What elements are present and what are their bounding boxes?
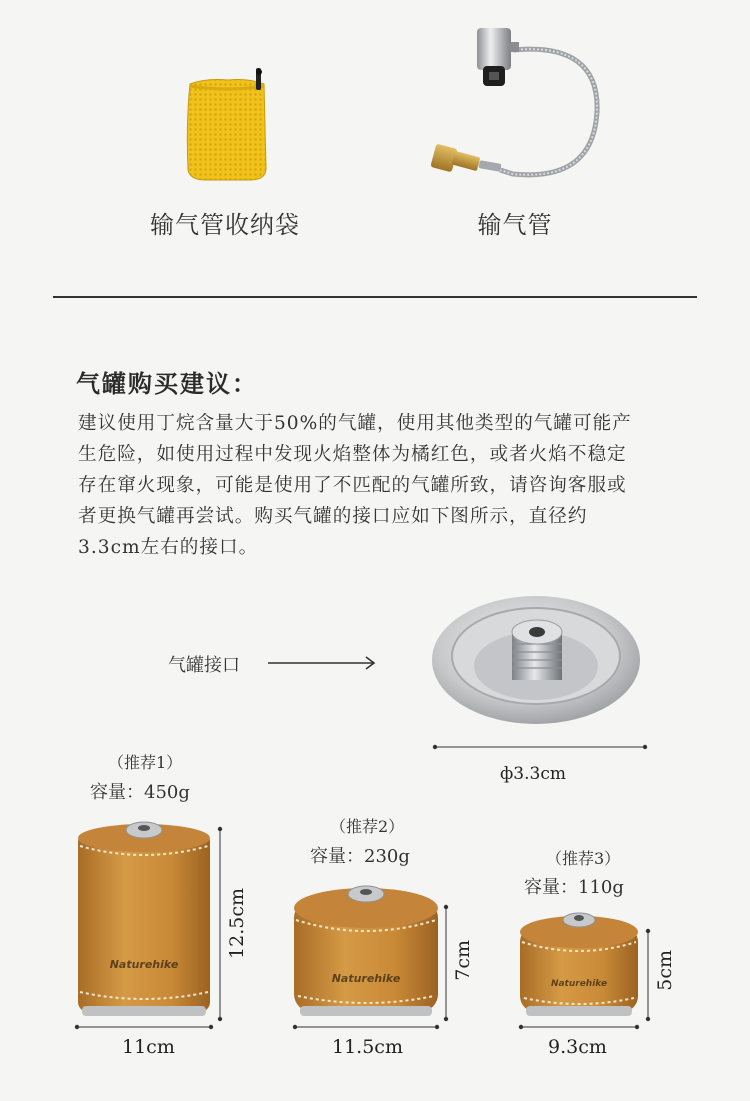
- canister-2-brand: Naturehike: [331, 972, 401, 985]
- canister-3-width-line: [518, 1023, 640, 1031]
- canister-2-height: 7cm: [452, 940, 474, 981]
- canister-1-image: [74, 818, 214, 1020]
- arrow-right-icon: [268, 654, 378, 672]
- canister-1-brand: Naturehike: [109, 958, 179, 971]
- gas-hose-label: 输气管: [477, 211, 553, 239]
- connector-label: 气罐接口: [168, 655, 240, 676]
- canister-3-recommend: （推荐3）: [546, 849, 621, 868]
- canister-2-height-line: [442, 904, 450, 1022]
- canister-1-capacity: 容量：450g: [90, 782, 190, 803]
- mesh-bag-image: [178, 62, 278, 192]
- canister-3-image: [516, 908, 642, 1022]
- canister-3-brand: Naturehike: [550, 979, 608, 989]
- canister-3-width: 9.3cm: [548, 1036, 607, 1058]
- advice-line: 存在窜火现象，可能是使用了不匹配的气罐所致，请咨询客服或: [78, 475, 627, 496]
- canister-1-width-line: [74, 1023, 214, 1031]
- mesh-bag-icon: [178, 62, 278, 192]
- advice-line: 3.3cm左右的接口。: [78, 537, 259, 558]
- gas-hose-icon: [425, 22, 605, 192]
- canister-2-recommend: （推荐2）: [330, 817, 405, 836]
- canister-2-width-line: [292, 1023, 440, 1031]
- canister-valve-image: [430, 588, 646, 728]
- canister-3-height-line: [644, 928, 652, 1022]
- canister-2-image: [290, 880, 442, 1020]
- canister-3-height: 5cm: [654, 950, 676, 991]
- advice-line: 生危险，如使用过程中发现火焰整体为橘红色，或者火焰不稳定: [78, 444, 627, 465]
- diameter-label: ф3.3cm: [500, 764, 566, 784]
- canister-2-capacity: 容量：230g: [310, 846, 410, 867]
- gas-hose-image: [425, 22, 605, 192]
- mesh-bag-label: 输气管收纳袋: [150, 211, 300, 239]
- diameter-dimension-line: [432, 742, 648, 752]
- canister-1-height: 12.5cm: [226, 888, 248, 959]
- canister-1-width: 11cm: [122, 1036, 175, 1058]
- canister-1-height-line: [216, 826, 224, 1022]
- advice-paragraph: [78, 408, 688, 563]
- canister-1-recommend: （推荐1）: [108, 753, 183, 772]
- advice-line: 建议使用丁烷含量大于50%的气罐，使用其他类型的气罐可能产: [78, 413, 632, 434]
- canister-2-width: 11.5cm: [332, 1036, 403, 1058]
- section-divider: [53, 296, 697, 298]
- advice-title: 气罐购买建议：: [76, 369, 258, 398]
- advice-line: 者更换气罐再尝试。购买气罐的接口应如下图所示，直径约: [78, 506, 588, 527]
- canister-3-capacity: 容量：110g: [524, 877, 624, 898]
